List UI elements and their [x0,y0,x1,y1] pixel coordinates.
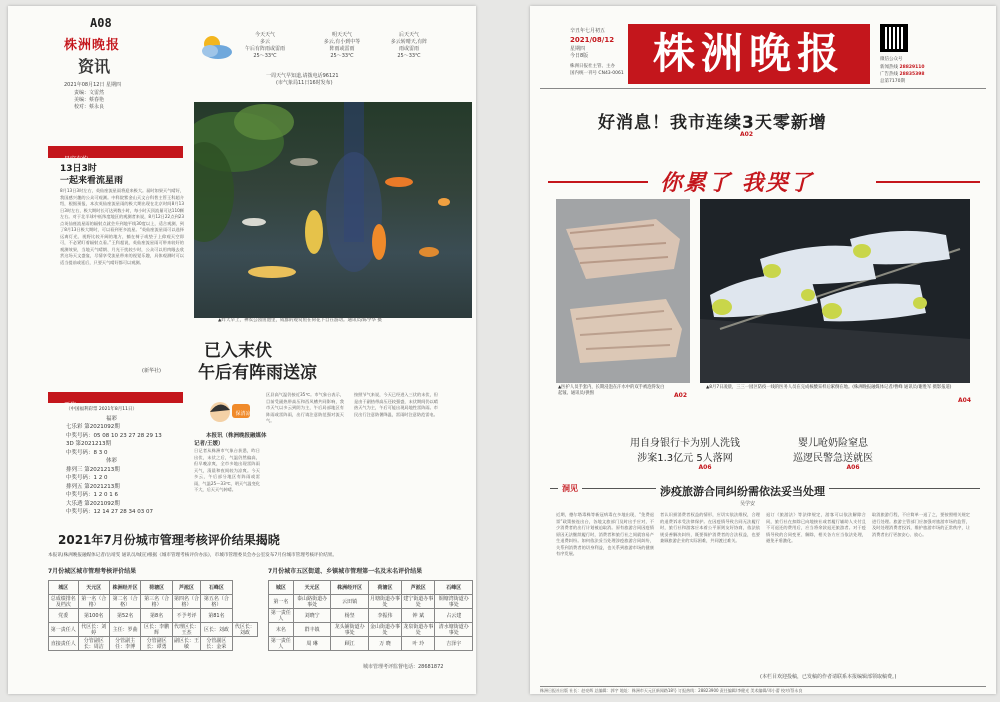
hands-page-ref[interactable]: A02 [674,392,687,399]
page-number: A08 [90,16,112,30]
table1-cell: 分管副主任：李博 [109,637,140,651]
table1-cell: 第52名 [109,609,140,623]
proofreader-credit: 校对：蔡永良 [74,104,105,110]
table2-cell: 刘晓宁 [293,609,331,623]
table1-header-cell: 天元区 [78,581,109,595]
table1-cell: 第二名（合格） [109,595,140,609]
table1-header-row [49,581,258,595]
editorial-col-3: 退订《旅游法》等法律规定，游客可以依法解除合同，旅行社在扣除已向地接社或者履行辅助人支付且不可退还的费用后，应当将余款退还旅游者。对于疫情导致的合同变更、解除，相关各方应当依法处理，避免矛盾激化。 [766,512,866,543]
table2-row [269,595,473,609]
qr-code[interactable] [880,24,908,52]
article-col-2: 区县高气温仍接近35℃。市气象台表示，目前受副热带高压和西风槽共同影响，我市天气以多云到阴为主，午后局部地区有阵雨或雷阵雨，出行请注意防范强对流天气。 [266,392,344,423]
table2-header-cell: 天元区 [293,581,331,595]
table1-cell: 直接责任人 [49,637,79,651]
table2-row [269,609,473,623]
table1-cell: 代区长：刘婷 [78,623,109,637]
table2-cell: 龙头铺街道办事处 [331,623,369,637]
weather-hotline: 一周天气早知道,请拨电话96121 [266,73,339,79]
weather-today: 今天天气 多云 午后有阵雨或雷雨 25～33℃ [244,32,285,59]
article-col-1: 日记者从株洲市气象台获悉，昨日出伏，末伏之后，气温仍然偏高，但早晚凉爽，全市多地出现雷阵雨天气，清晨和夜间较为凉爽。今天多云，午后部分地区有阵雨或雷雨，气温25～33℃，明天气温变化不大，后天天气转晴。 [194,448,260,492]
table2-header-cell: 荷塘区 [368,581,401,595]
table2-cell: 叶 玲 [402,637,435,651]
editorial-col-1: 近期，德尔塔毒株等新冠病毒在多地出现，“免费退票”政策接连出台，各地文旅部门及时出手应对，不少消费者的出行计划被迫取消。原有旅游合同因疫情原因无法继续履行时，消费者和旅行社之间就容易产生退费纠纷。如何依法妥当处理涉疫旅游合同纠纷，关系到消费者的切身利益，也关系到旅游市场的健康有序发展。 [556,512,654,556]
table1-cell: 第四名（合格） [174,595,200,608]
table1-cell: 第三名（合格） [141,595,172,609]
main-headline-2: 午后有阵雨送凉 [198,363,317,383]
table1-title: 7月份城区城市管理考核评价结果 [48,568,137,575]
table2-header-cell: 城区 [269,581,294,595]
banner-rule-left [548,181,648,183]
issue-date: 2021/08/12 [570,36,615,44]
right-page[interactable] [530,6,996,694]
table2-cell: 铜塘湾街道办事处 [435,595,473,609]
table1-cell: 分管副区长：谭勇 [141,637,172,651]
editor-credit: 责编：文雷然 [74,90,105,96]
ad-hotline: 广告热线 28835398 [880,72,925,77]
city-ranking-table [48,580,258,651]
weather-tomorrow: 明天天气 多云,有小到中等 阵雨或雷雨 25～33℃ [323,32,361,59]
stars-title-1: 13日3时 [60,164,97,174]
table1-cell: 分管副区长：金荣 [201,637,232,651]
table2-cell: 建宁街道办事处 [403,595,434,608]
left-page[interactable] [8,6,476,694]
workers-caption: ▲8月7日凌晨，三三一园区防疫一线的医务人员在完成核酸采样后累倒在地。(株洲晚报融媒体记者/曹峰 通讯员/谢胜军 摄影报道) [706,385,952,390]
table2-header-cell: 芦淞区 [402,581,435,595]
masthead-small: 株洲晚报 [64,38,121,53]
masthead-block [628,24,870,84]
table1-row [49,623,258,637]
table1-cell: 第8名 [141,609,172,623]
table1-cell: 区长：李鹏辉 [141,623,172,637]
bottom-headline: 2021年7月份城市管理考核评价结果揭晓 [58,533,280,547]
table1-cell: 代理区长：王杰 [174,623,200,636]
weekday: 星期四 [570,46,586,52]
editorial-author: 吴学安 [740,501,756,507]
table2-row [269,637,473,651]
table1-cell: 第一责任人 [49,623,79,637]
table2-cell: 末名 [269,623,294,637]
reporter-line-1: 本报讯（株洲晚报融媒体 [206,433,267,439]
table1-cell: 分管副区长：周洁 [78,637,109,651]
table1-cell: 党委 [49,609,79,623]
table2-title: 7月份城市五区街道、乡镇城市管理第一名及末名评价结果 [268,568,423,575]
table2-cell: 云田镇 [331,595,369,609]
table1-header-cell: 石峰区 [201,581,232,595]
table1-cell: 不予考评 [172,609,200,623]
koi-pond-photo [194,102,472,318]
publication-number: 国内统一刊号 CN43-0061 [570,71,624,76]
table2-cell: 金山街道办事处 [370,623,401,636]
table1-header-cell: 城区 [49,581,79,595]
news-hotline: 新闻热线 28829110 [880,65,925,70]
stars-title-2: 一起来看流星雨 [60,176,124,186]
front-headline[interactable]: 好消息！我市连续3天零新增 [598,113,827,133]
table2-cell: 万 晓 [368,637,401,651]
issue-date: 2021年08月12日 星期四 [64,82,122,88]
headline-page-ref[interactable]: A02 [740,131,753,138]
table2-row [269,623,473,637]
table1-header-cell: 荷塘区 [141,581,172,595]
table2-cell: 占云建 [435,609,473,623]
table2-cell: 泰山路街道办事处 [293,595,331,609]
table2-cell: 李振伟 [368,609,401,623]
table1-row [49,609,258,623]
table1-cell: 代区长：刘政 [232,623,257,637]
weather-issued: (市气象局11日16时发布) [276,80,333,86]
editorial-note: (本栏目欢迎投稿，已发稿的作者请联系本报编辑部领取稿费。) [760,674,897,680]
divider [540,88,986,89]
table1-header-cell: 株洲经开区 [109,581,140,595]
table1-cell: 区长：刘政 [201,623,232,637]
table1-cell: 主任：罗曲 [109,623,140,637]
editorial-title[interactable]: 涉疫旅游合同纠纷需依法妥当处理 [656,483,829,499]
banner-rule-right [876,181,980,183]
table1-cell: 总成绩排名及档次 [49,595,79,609]
table2-header-row [269,581,473,595]
article-col-3: 按照节气来说，今天已经进入三伏的末伏，但是由于副热带高压还较强盛，末伏期间仍以晴热天气为主，午后可能出现局地性雷阵雨。市民出行注意防暑降温，雷雨时注意防范雷电。 [354,392,438,417]
workers-page-ref[interactable]: A04 [958,397,971,404]
table2-header-cell: 石峰区 [435,581,473,595]
designer-credit: 美编：蔡春艳 [74,97,105,103]
stars-body: 8月13日3时左右，英仙座流星雨将迎来极大。届时如果天气晴好，我国感兴趣的公众可观测。中科院紫金山天文台科普主管王科超介绍，根据预报，本次英仙座流星雨的极大期出现在北京时间8月13日3时左右，极大期时长可达到数小时，每小时天顶流量可达110颗左右。对于北半球中低纬度地区的观测者来说，8月12日22点到23点英仙座流星雨的辐射点就会升到地平线30度以上，适合观测，到了8月13日极大期时，可以看到更多流星。“英仙座流星雨可以选择远离灯光、视野比较开阔的地方，躺在椅子或垫子上仰观天空即可，不必紧盯着辐射点看。”王科超说，英仙座流星雨可带来较好的观测效果，当地天气晴朗、月光干扰较少时，公众可以用肉眼去欣赏这场天文盛宴，尽情享受流星带来的视觉乐趣，具体观测时可以适当提前或延后，只要天气晴好都可以观测。 [60,188,184,265]
table1-row [49,595,258,609]
column-tag: 洞见 [558,483,582,494]
footer-rule [540,686,986,687]
pruned-hands-photo [556,199,690,383]
table2-cell: 吉泽宇 [435,637,473,651]
table2-cell: 第一责任人 [269,637,294,651]
footer-info: 株洲日报社出版 社长：赵亮辉 总编辑：郭宇 地址：株洲市天元区新闻路18号 订报热线：28823900 责任编辑/李健光 美术编辑/邓小蕾 校对/蔡永良 [540,688,803,693]
partly-cloudy-icon [196,32,236,62]
stars-source: (新华社) [142,368,161,374]
hands-caption: ▲医护人员手套内，长期浸泡在汗水中的双手被泡得发白起皱。通讯员/供图 [558,385,665,396]
column-bar-lottery: 开奖 [48,392,183,403]
table2-cell: 龙泉街道办事处 [403,623,434,636]
table2-cell: 钟 斌 [402,609,435,623]
lottery-results: （中国福利彩票 2021年8月11日） 福彩 七乐彩 第2021092期 中奖号码：05 08 10 23 27 28 29 13 3D 第2021213期 中奖号码：8 3 0 体彩 排列三 第2021213期 中奖号码：1 2 0 排列五 第2021213期 中奖号码：1 2 0 1 6 大乐透 第2021092期 中奖号码：12 14 27 28 34 03 07 [66,407,162,515]
table2-header-cell: 株洲经开区 [331,581,369,595]
news-infant-rescue[interactable]: 婴儿呛奶险窒息 巡逻民警急送就医 A06 [793,438,873,471]
photo-caption: ▲昨天早上，神农公园鱼池里，成群的观赏鱼在荷花下自在游动。通讯员/陈学华 摄 [218,318,382,323]
photo-banner: 你累了 我哭了 [660,170,814,196]
reporter-badge: 保清凉 [235,411,251,417]
table2-cell: 周 琳 [293,637,331,651]
weather-day-after: 后天天气 多云转晴天,有阵 雨或雷雨 25～33℃ [390,32,428,59]
editorial-col-4: 取消旅游行程，不应简单一退了之，要按照相关规定进行处理。旅游主管部门应加强对旅游市场的监管，及时处理消费者投诉，维护旅游市场的正常秩序，让消费者出行更加安心、放心。 [872,512,970,537]
section-title: 资讯 [78,57,111,76]
street-ranking-table [268,580,473,651]
table2-cell: 顾江 [331,637,369,651]
masthead: 株洲晚报 [652,29,845,78]
table2-cell: 第一责任人 [269,609,294,623]
supervision-phone: 城市管理考评监督电话：28681872 [363,664,444,670]
table2-cell: 月塘街道办事处 [370,595,401,608]
news-money-laundering[interactable]: 用自身银行卡为别人洗钱 涉案1.3亿元 5人落网 A06 [630,438,740,471]
sponsor: 株洲日报社主管、主办 [570,64,615,69]
column-bar-stars: 星空有约 [48,146,183,158]
exhausted-workers-photo [700,199,970,383]
table1-row [49,637,258,651]
main-headline-1: 已入末伏 [204,341,272,361]
table2-cell: 第一名 [269,595,294,609]
editorial-col-2: 者认识损消费者权益的情形，应切实依法维权，合理的退费诉求受法律保护。在因疫情导致合同无法履行时，旅行社和游客应本着公平原则友好协商，依法依规妥善解决纠纷，既要保护消费者的合法权益，也要兼顾旅游企业的实际困难，共同渡过难关。 [660,512,760,543]
wechat-label: 微信公众号 [880,57,903,62]
page-count: 今日8版 [570,53,589,59]
issue-total: 总第7170期 [880,79,905,84]
reporter-line-2: 记者/王媛） [194,441,224,447]
table1-cell: 第五名（合格） [201,595,232,609]
table1-cell: 第81名 [201,609,232,623]
lunar-date: 辛丑年七月初五 [570,28,606,34]
table2-cell: 清水塘街道办事处 [435,623,473,637]
table2-cell: 群丰镇 [293,623,331,637]
bottom-lead: 本报讯(株洲晚报融媒体记者/岳靖雯 通讯员/城宣)根据《城市管理考核评价办法》，市城市管理委员会办公室发布7月份城市管理考核评价结果。 [48,553,337,558]
table2-cell: 杨坚 [331,609,369,623]
table1-cell: 第一名（合格） [78,595,109,609]
table1-cell: 副区长：王敏 [174,637,200,650]
table1-header-cell: 芦淞区 [172,581,200,595]
table1-cell: 第100名 [78,609,109,623]
